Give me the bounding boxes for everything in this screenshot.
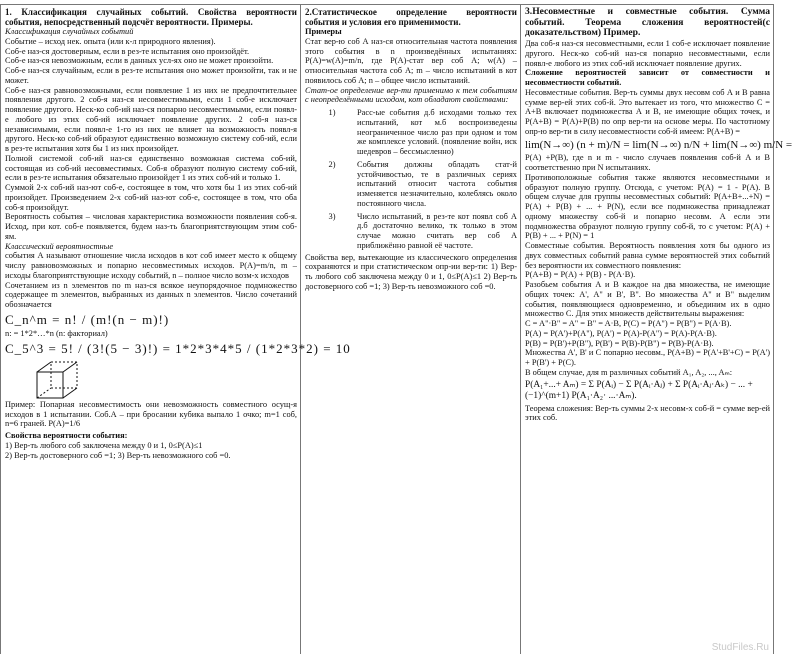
cube-icon — [35, 360, 81, 400]
para-6: Совместные события. Вероятность появления хотя бы одного из двух совместных событий равна сумме вероятностей этих событий без вероятности их совместного появления: — [525, 241, 770, 270]
sum-formula: P(A₁+...+ Aₘ) = Σ P(Aᵢ) − Σ P(Aᵢ·Aⱼ) + Σ P(Aᵢ·Aⱼ·Aₖ) − ... + (−1)^(m+1) P(A₁·A₂· ...·Aₘ). — [525, 379, 753, 401]
para-12: Множества А', В' и С попарно несовм., P(A+B) = P(A'+B'+C) = P(A') + P(B') + P(C). — [525, 348, 770, 368]
props-1: 1) Вер-ть любого соб заключена между 0 и 1, 0≤P(A)≤1 — [5, 440, 203, 450]
item-text: События должны обладать стат-й устойчивостью, те в различных сериях испытаний относит частота события изменяется незначительно, колеблясь около постоянного числа. — [357, 159, 517, 208]
factorial-note: n: = 1*2*…*n (n: факториал) — [5, 328, 108, 338]
para-6: Полной системой соб-ий наз-ся единственно возможная система соб-ий, состоящая из соб-ий несовместимых. Соб-я образуют полную систему соб-ий, если в рез-те испытания обязательно произойдет 1 из этих соб-ий и только 1. — [5, 153, 297, 183]
item-number: 2) — [328, 159, 336, 169]
para-13: В общем случае, для m различных событий A₁, A₂, ..., Aₘ: — [525, 367, 733, 377]
limit-formula: lim(N→∞) (n + m)/N = lim(N→∞) n/N + lim(N→∞) m/N = — [525, 138, 792, 151]
section-1-title: 1. Классификация случайных событий. Свойства вероятности события, непосредственный подсчёт вероятности. Примеры. — [5, 7, 297, 28]
para-8: Вероятность события – числовая характеристика возможности появления соб-я. Исход, при кот. соб-е появляется, будем наз-ть благоприятствующим этим соб-ям. — [5, 212, 297, 241]
para-5: Соб-е наз-ся равновозможными, если появление 1 из них не предпочтительнее появления другого. 2 соб-я наз-ся несовместимыми, если 1 соб-е исключает появление другого. Неск-ко соб-ий наз-ся попарно несовместимыми, если появл-е любого из этих соб-ий исключает появление других. 2 соб-я наз-ся независимыми, если появл-е 1-го из них не влияет на возможность появл-я другого. Неск-ко соб-ий образуют единственно возможную систему соб-ий, если в рез-те испытания хотя бы 1 из них произойдет. — [5, 85, 297, 154]
para-2: Сложение вероятностей зависит от совместности и несовместности событий. — [525, 68, 770, 88]
para-4: P(A) +P(B), где n и m - число случаев появления соб-й А и В соответственно при N испытаниях. — [525, 153, 770, 173]
section-2-outro: Свойства вер, вытекающие из классического определения сохраняются и при статистическом опр-ии вер-ти: 1) Вер-ть любого соб заключена между 0 и 1, 0≤P(A)≤1 2) Вер-ть достоверного соб =1; 3) Вер-ть невозможного соб =0. — [305, 252, 517, 291]
stat-def: Стат вер-ю соб А наз-ся относительная частота появления этого события в n произведённых испытаниях: P(A)=w(A)=m/n, где P(A)-стат вер соб А; w(A) – относительная частота соб А; m – число испытаний в кот появилось соб А; n – общее число испытаний. — [305, 36, 517, 85]
list-item — [317, 108, 517, 157]
example: Пример: Попарная несовместимость они невозможность совместного осущ-я исходов в 1 испытании. Соб.А – при бросании кубика выпало 1 очко; m=1 соб, n=6 граней. P(A)=1/6 — [5, 399, 297, 429]
list-item — [317, 212, 517, 251]
column-3 — [521, 4, 792, 654]
item-number: 1) — [328, 108, 336, 118]
classic-def: события А называют отношение числа исходов в кот соб имеет место к общему числу равновозможных и попарно несовместимых исходов. P(A)=m/n, m – исходы благоприятствующие исходу событий, n – полное число возм-х исходов — [5, 251, 297, 280]
item-text: Расс-ые события д.б исходами только тех испытаний, кот м.б воспроизведены неограниченное число раз при одном и том же комплексе условий. (появление войн, иск шедевров – бессмысленно) — [357, 108, 517, 157]
section-3-title: 3.Несовместные и совместные события. Сумма событий. Теорема сложения вероятностей(с доказательством) Пример. — [525, 6, 770, 39]
para-7: P(A+B) = P(A) + P(B) - P(A·B). — [525, 270, 636, 280]
section-2-title: 2.Статистическое определение вероятности события и условия его применимости. — [305, 7, 517, 28]
section-1-subtitle: Классификация случайных событий — [5, 27, 134, 37]
para-1: Событие – исход нек. опыта (или к-л природного явления). — [5, 36, 216, 46]
para-9: C = A"·B" = A" = B" = A·B, P(C) = P(A") = P(B") = P(A·B). — [525, 319, 732, 329]
column-1 — [0, 4, 351, 654]
para-8: Разобьем события А и В каждое на два множества, не имеющие общих точек: А', А" и В', В". Во множества А" и В" выделим события, появляющиеся одновременно, и объединим их в одно множество С. Для этих множеств действительны выражения: — [525, 280, 770, 319]
theorem: Теорема сложения: Вер-ть суммы 2-х несовм-х соб-й = сумме вер-ей этих соб. — [525, 403, 771, 423]
item-number: 3) — [328, 211, 336, 221]
c53-formula: C_5^3 = 5! / (3!(5 − 3)!) = 1*2*3*4*5 / (1*2*3*2) = 10 — [5, 340, 351, 356]
watermark: StudFiles.Ru — [711, 642, 769, 654]
para-11: P(B) = P(B')+P(B"), P(B') = P(B)-P(B") = P(B)-P(A·B). — [525, 338, 714, 348]
para-4: Соб-е наз-ся случайным, если в рез-те испытания оно может произойти, так и не может. — [5, 66, 297, 85]
props-title: Свойства вероятности события: — [5, 431, 128, 441]
stat-note: Стат-ое определение вер-ти применимо к тем событиям с неопределёнными исходом, кот обладают свойствами: — [305, 85, 517, 105]
para-7: Суммой 2-х соб-ий наз-ют соб-е, состоящее в том, что хотя бы 1 из этих соб-ий произойдет. Произведением 2-х соб-ий наз-ют соб-е, состоящее в том, что оба соб-я произойдут. — [5, 183, 297, 212]
para-3: Несовместные события. Вер-ть суммы двух несовм соб А и В равна сумме вер-ей этих соб-й. Это вытекает из того, что множество С = А+В включает подмножества А и В, не имеющие общих точек, и P(A+B) = P(A)+P(B) по опр вер-ти на основе меры. По частотному опр-ю вер-ти в силу несовместности соб-й имеем: P(A+B) = — [525, 87, 770, 136]
column-2 — [301, 4, 521, 654]
para-2: Соб-е наз-ся достоверным, если в рез-те испытания оно произойдёт. — [5, 46, 250, 56]
para-3: Соб-е наз-ся невозможным, если в данных усл-ях оно не может произойти. — [5, 56, 274, 66]
cnm-formula: C_n^m = n! / (m!(n − m)!) — [5, 311, 170, 327]
item-text: Число испытаний, в рез-те кот появл соб А д.б достаточно велико, тк только в этом случае можно считать вер соб А приближённо равной её частоте. — [357, 211, 517, 250]
properties-list — [317, 108, 517, 251]
classic-title: Классический вероятностные — [5, 241, 114, 251]
para-1: Два соб-я наз-ся несовместными, если 1 соб-е исключает появление другого. Неск-ко соб-ий наз-ся попарно несовместными, если появл-е любого из этих соб-ий исключает появление других. — [525, 39, 770, 68]
examples-title: Примеры — [305, 27, 342, 37]
list-item — [317, 160, 517, 209]
para-5: Противоположные события также являются несовместными и образуют полную группу. Отсюда, с учетом: P(A) = 1 - P(A). В общем случае для группы несовместных событий: P(A+B+...+N) = P(A) + P(B) + ... + P(N), если все подмножества принадлежат одному множеству соб-й и попарно несовм. А если эти подмножества образуют полную группу соб-й, то с учетом: P(A) + P(B) + ... + P(N) = 1 — [525, 172, 770, 241]
combination-def: Сочетанием из n элементов по m наз-ся всякое неупорядочное подмножество содержащее m элементов, выбранных из данных n элементов. Число сочетаний обозначается — [5, 280, 297, 310]
para-10: P(A) = P(A')+P(A"), P(A') = P(A)-P(A") = P(A)-P(A·B). — [525, 328, 717, 338]
props-2: 2) Вер-ть достоверного соб =1; 3) Вер-ть невозможного соб =0. — [5, 450, 231, 460]
